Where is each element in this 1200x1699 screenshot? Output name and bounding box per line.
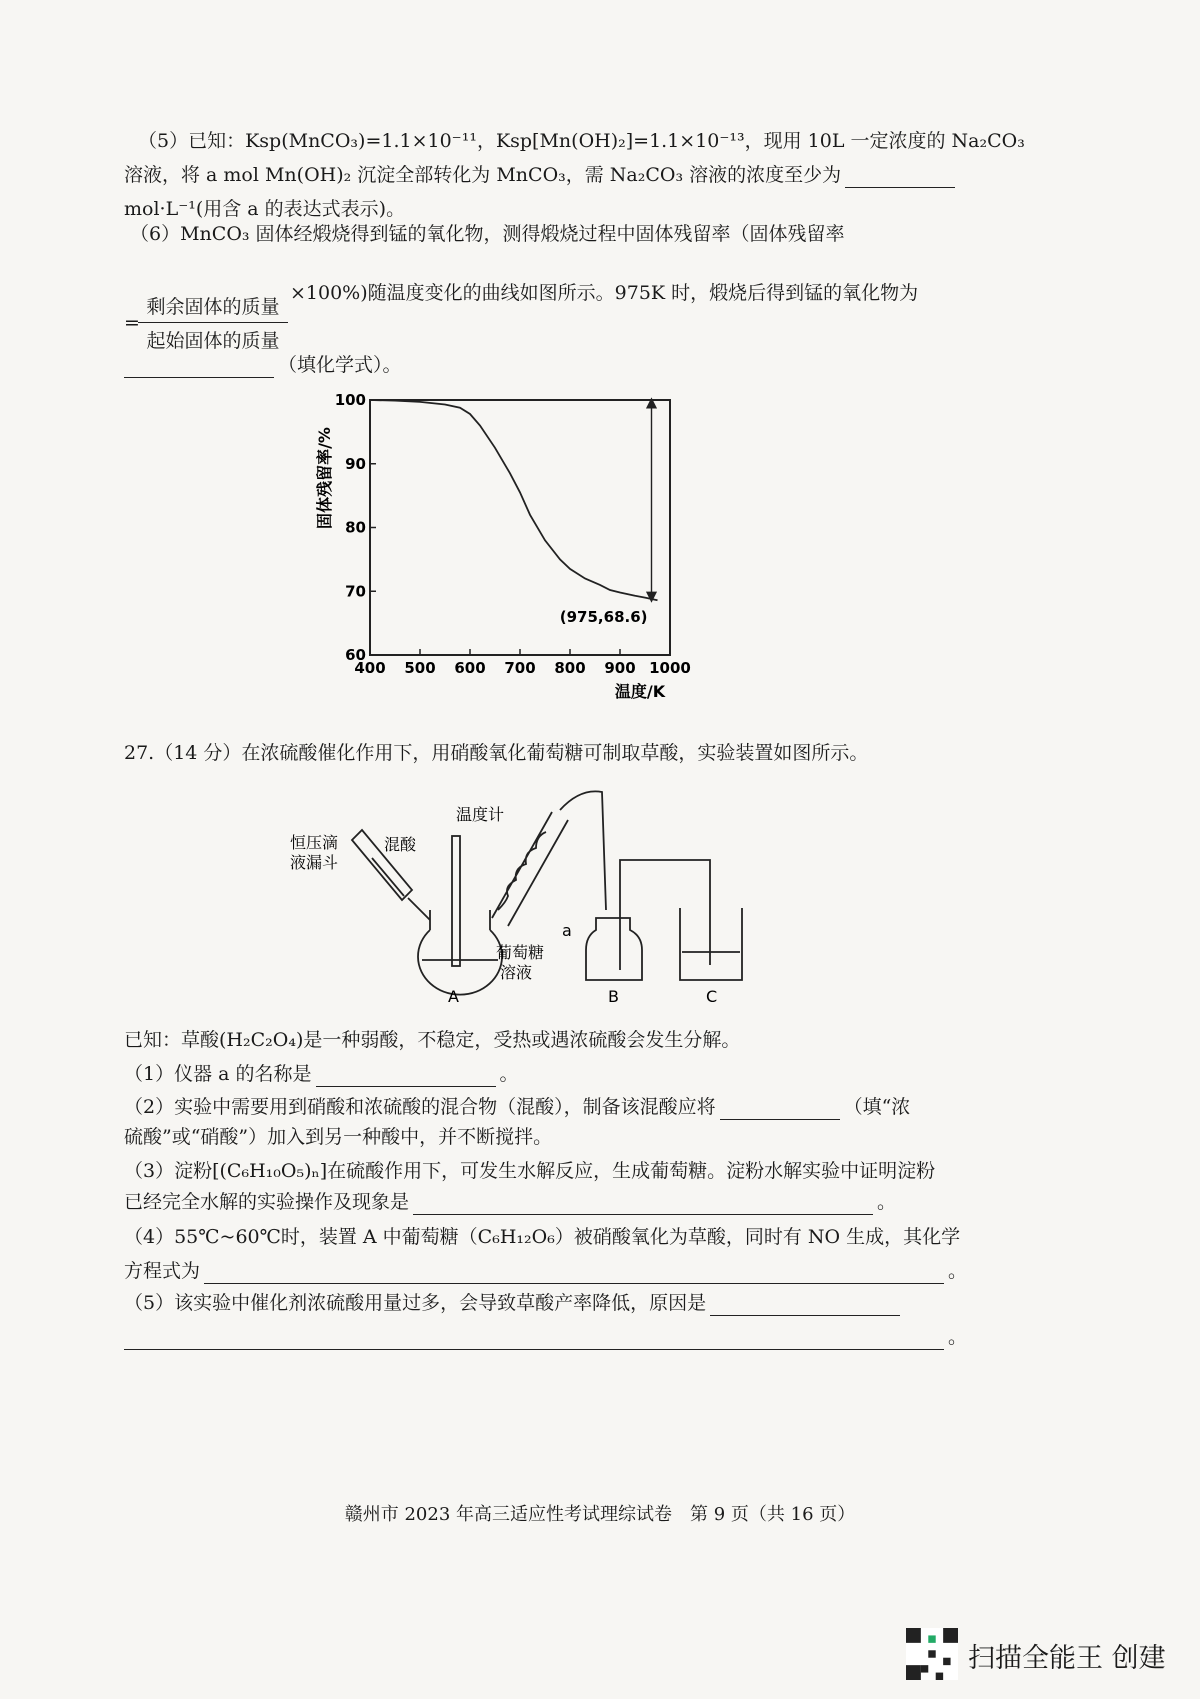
q26-part5-line2-text: 溶液，将 a mol Mn(OH)₂ 沉淀全部转化为 MnCO₃，需 Na₂CO₃ 溶液的浓度至少为 — [124, 164, 842, 186]
answer-blank-27-3[interactable] — [413, 1194, 873, 1215]
connecting-tube-1 — [560, 791, 606, 910]
q27-sub4-text: 方程式为 — [124, 1260, 201, 1282]
q27-sub3-text: 已经完全水解的实验操作及现象是 — [124, 1191, 410, 1213]
x-tick-label: 900 — [604, 659, 636, 677]
q26-part6-line3 — [124, 352, 402, 378]
endpoint-annotation: (975,68.6) — [559, 608, 648, 627]
answer-blank-27-4[interactable] — [204, 1263, 944, 1284]
x-tick-label: 500 — [404, 659, 436, 677]
q27-sub2-hint: （填“浓 — [843, 1096, 911, 1118]
label-glucose: 葡萄糖 — [496, 943, 545, 962]
label-apparatus-a: A — [448, 987, 459, 1006]
label-a: a — [562, 921, 572, 940]
x-tick-label: 700 — [504, 659, 536, 677]
thermometer — [452, 836, 460, 966]
q27-title: 27.（14 分）在浓硫酸催化作用下，用硝酸氧化葡萄糖可制取草酸，实验装置如图所示。 — [124, 742, 869, 764]
q26-part5-line2 — [124, 162, 959, 188]
scanner-watermark: 扫描全能王 创建 — [968, 1643, 1166, 1674]
x-tick-label: 400 — [354, 659, 386, 677]
q27-sub5-end: 。 — [948, 1326, 968, 1348]
label-apparatus-c: C — [706, 987, 718, 1006]
qr-code-icon — [906, 1628, 958, 1680]
q27-sub2-cont: 硫酸”或“硝酸”）加入到另一种酸中，并不断搅拌。 — [124, 1126, 553, 1148]
label-apparatus-b: B — [608, 987, 619, 1006]
fraction-equals: = — [124, 312, 140, 334]
q26-part6-line2: ×100%)随温度变化的曲线如图所示。975K 时，煅烧后得到锰的氧化物为 — [290, 282, 919, 304]
q27-sub2-text: （2）实验中需要用到硝酸和浓硫酸的混合物（混酸），制备该混酸应将 — [124, 1096, 716, 1118]
x-tick-label: 600 — [454, 659, 486, 677]
x-axis-label: 温度/K — [614, 682, 666, 701]
label-thermometer: 温度计 — [456, 805, 505, 824]
q26-part5-line1: （5）已知：Ksp(MnCO₃)=1.1×10⁻¹¹，Ksp[Mn(OH)₂]=1.1×10⁻¹³，现用 10L 一定浓度的 Na₂CO₃ — [138, 130, 1025, 152]
q27-known: 已知：草酸(H₂C₂O₄)是一种弱酸，不稳定，受热或遇浓硫酸会发生分解。 — [124, 1029, 741, 1051]
y-tick-label: 90 — [345, 454, 366, 473]
y-tick-label: 70 — [345, 582, 366, 601]
funnel-stem — [408, 898, 430, 920]
beaker-c — [680, 908, 742, 980]
q26-part6-line3-text: （填化学式）。 — [278, 354, 402, 376]
connecting-tube-2 — [620, 860, 710, 965]
q27-sub1-text: （1）仪器 a 的名称是 — [124, 1063, 312, 1085]
answer-blank-27-2[interactable] — [720, 1099, 840, 1120]
q27-sub4-end: 。 — [948, 1260, 968, 1282]
label-glucose-2: 溶液 — [500, 963, 533, 982]
y-axis-label: 固体残留率/% — [315, 427, 334, 529]
page-footer: 赣州市 2023 年高三适应性考试理综试卷 第 9 页（共 16 页） — [344, 1504, 856, 1525]
q27-sub5-cont — [124, 1324, 967, 1350]
y-tick-label: 80 — [345, 518, 366, 537]
answer-blank-27-5[interactable] — [710, 1295, 900, 1316]
answer-blank-6[interactable] — [124, 357, 274, 378]
q27-sub4-cont — [124, 1258, 967, 1284]
label-mixed-acid: 混酸 — [384, 835, 417, 854]
x-tick-label: 800 — [554, 659, 586, 677]
q26-part5-line3: mol·L⁻¹(用含 a 的表达式表示)。 — [124, 198, 406, 220]
q27-sub1 — [124, 1061, 519, 1087]
q27-sub3-cont — [124, 1189, 896, 1215]
q26-part6-line1: （6）MnCO₃ 固体经煅烧得到锰的氧化物，测得煅烧过程中固体残留率（固体残留率 — [130, 223, 845, 245]
q27-sub2 — [124, 1094, 910, 1120]
residue-rate-chart — [300, 390, 740, 720]
label-funnel-2: 液漏斗 — [290, 853, 339, 872]
label-funnel: 恒压滴 — [290, 833, 339, 852]
residue-curve — [370, 400, 658, 600]
fraction-bar — [138, 322, 288, 323]
q27-sub5-text: （5）该实验中催化剂浓硫酸用量过多，会导致草酸产率降低，原因是 — [124, 1292, 707, 1314]
condenser — [492, 812, 568, 926]
fraction-numerator: 剩余固体的质量 — [146, 296, 280, 318]
q27-sub4: （4）55℃~60℃时，装置 A 中葡萄糖（C₆H₁₂O₆）被硝酸氧化为草酸，同时有 NO 生成，其化学 — [124, 1226, 961, 1248]
answer-blank-5[interactable] — [845, 167, 955, 188]
residue-rate-fraction — [124, 292, 288, 353]
fraction-denominator: 起始固体的质量 — [146, 330, 280, 352]
q27-sub3-end: 。 — [877, 1191, 897, 1213]
answer-blank-27-5b[interactable] — [124, 1329, 944, 1350]
q27-sub1-end: 。 — [499, 1063, 519, 1085]
q27-sub3: （3）淀粉[(C₆H₁₀O₅)ₙ]在硫酸作用下，可发生水解反应，生成葡萄糖。淀粉水解实验中证明淀粉 — [124, 1160, 936, 1182]
answer-blank-27-1[interactable] — [316, 1066, 496, 1087]
x-tick-label: 1000 — [649, 659, 691, 677]
y-tick-label: 60 — [345, 646, 366, 664]
apparatus-diagram — [280, 780, 800, 1020]
y-tick-label: 100 — [334, 391, 366, 409]
q27-sub5 — [124, 1290, 904, 1316]
gas-bottle-b — [586, 918, 642, 980]
